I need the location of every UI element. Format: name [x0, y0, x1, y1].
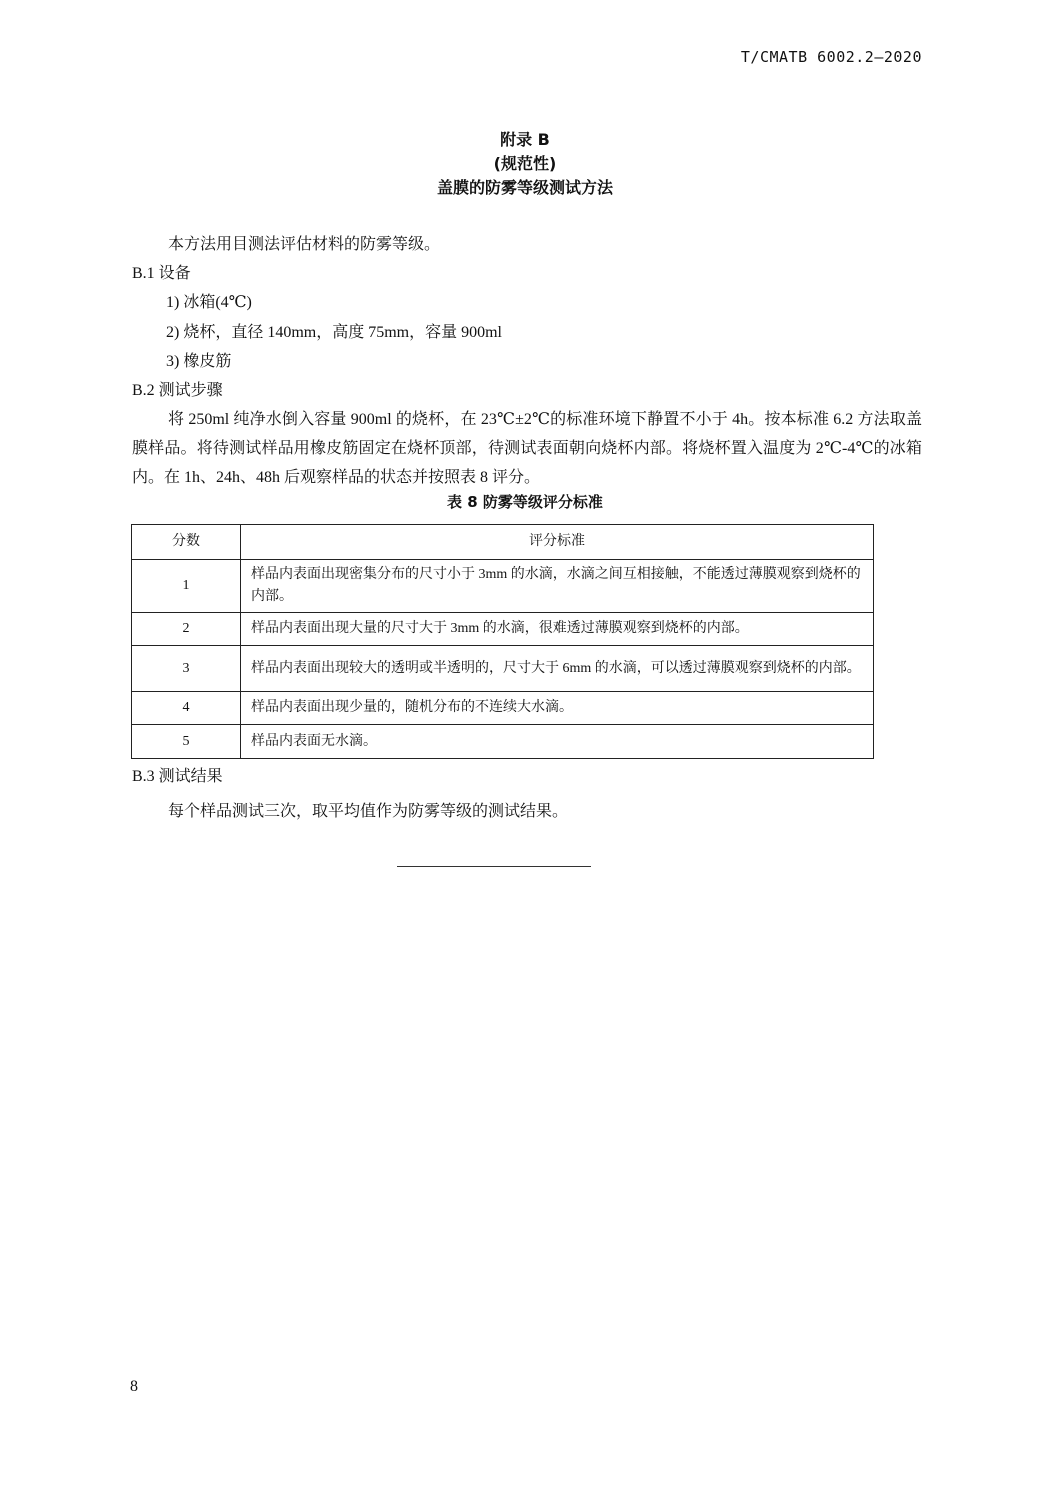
- intro-paragraph: 本方法用目测法评估材料的防雾等级。: [168, 236, 441, 253]
- table-row: [132, 646, 874, 692]
- document-code: T/CMATB 6002.2—2020: [740, 48, 922, 66]
- criterion-cell: 样品内表面无水滴。: [241, 725, 874, 759]
- criterion-cell: 样品内表面出现较大的透明或半透明的，尺寸大于 6mm 的水滴，可以透过薄膜观察到烧杯的内部。: [241, 646, 874, 692]
- criterion-cell: 样品内表面出现密集分布的尺寸小于 3mm 的水滴，水滴之间互相接触，不能透过薄膜观察到烧杯的内部。: [241, 560, 874, 613]
- equipment-item: 1) 冰箱(4℃): [166, 294, 252, 311]
- criterion-cell: 样品内表面出现大量的尺寸大于 3mm 的水滴，很难透过薄膜观察到烧杯的内部。: [241, 613, 874, 646]
- score-cell: 3: [132, 646, 241, 692]
- section-b1-heading: B.1 设备: [132, 265, 191, 282]
- score-cell: 5: [132, 725, 241, 759]
- score-cell: 4: [132, 692, 241, 725]
- appendix-nature: (规范性): [493, 154, 557, 173]
- section-b3-paragraph: 每个样品测试三次，取平均值作为防雾等级的测试结果。: [168, 803, 569, 820]
- table-row: [132, 692, 874, 725]
- section-b2-heading: B.2 测试步骤: [132, 382, 223, 399]
- criterion-cell: 样品内表面出现少量的，随机分布的不连续大水滴。: [241, 692, 874, 725]
- section-b3-heading: B.3 测试结果: [132, 768, 223, 785]
- table-row: [132, 560, 874, 613]
- table-caption: 表 8 防雾等级评分标准: [447, 493, 603, 511]
- column-header-criterion: 评分标准: [241, 525, 874, 560]
- table-row: [132, 613, 874, 646]
- equipment-item: 3) 橡皮筋: [166, 353, 232, 370]
- equipment-item: 2) 烧杯，直径 140mm，高度 75mm，容量 900ml: [166, 324, 503, 341]
- score-cell: 2: [132, 613, 241, 646]
- column-header-score: 分数: [132, 525, 241, 560]
- end-of-document-rule: [397, 866, 591, 867]
- section-b2-paragraph: 将 250ml 纯净水倒入容量 900ml 的烧杯，在 23℃±2℃的标准环境下静置不小于 4h。按本标准 6.2 方法取盖膜样品。将待测试样品用橡皮筋固定在烧杯顶部，待测试表面朝向烧杯内部。将烧杯置入温度为 2℃-4℃的冰箱内。在 1h、24h、48h 后观察样品的状态并按照表 8 评分。: [132, 411, 922, 486]
- table-row: [132, 725, 874, 759]
- table-header-row: [132, 525, 874, 560]
- appendix-title: 附录 B: [500, 130, 550, 149]
- grading-table: [131, 524, 874, 759]
- page-number: 8: [130, 1378, 138, 1395]
- appendix-name: 盖膜的防雾等级测试方法: [436, 178, 613, 197]
- appendix-heading: [0, 128, 1050, 200]
- score-cell: 1: [132, 560, 241, 613]
